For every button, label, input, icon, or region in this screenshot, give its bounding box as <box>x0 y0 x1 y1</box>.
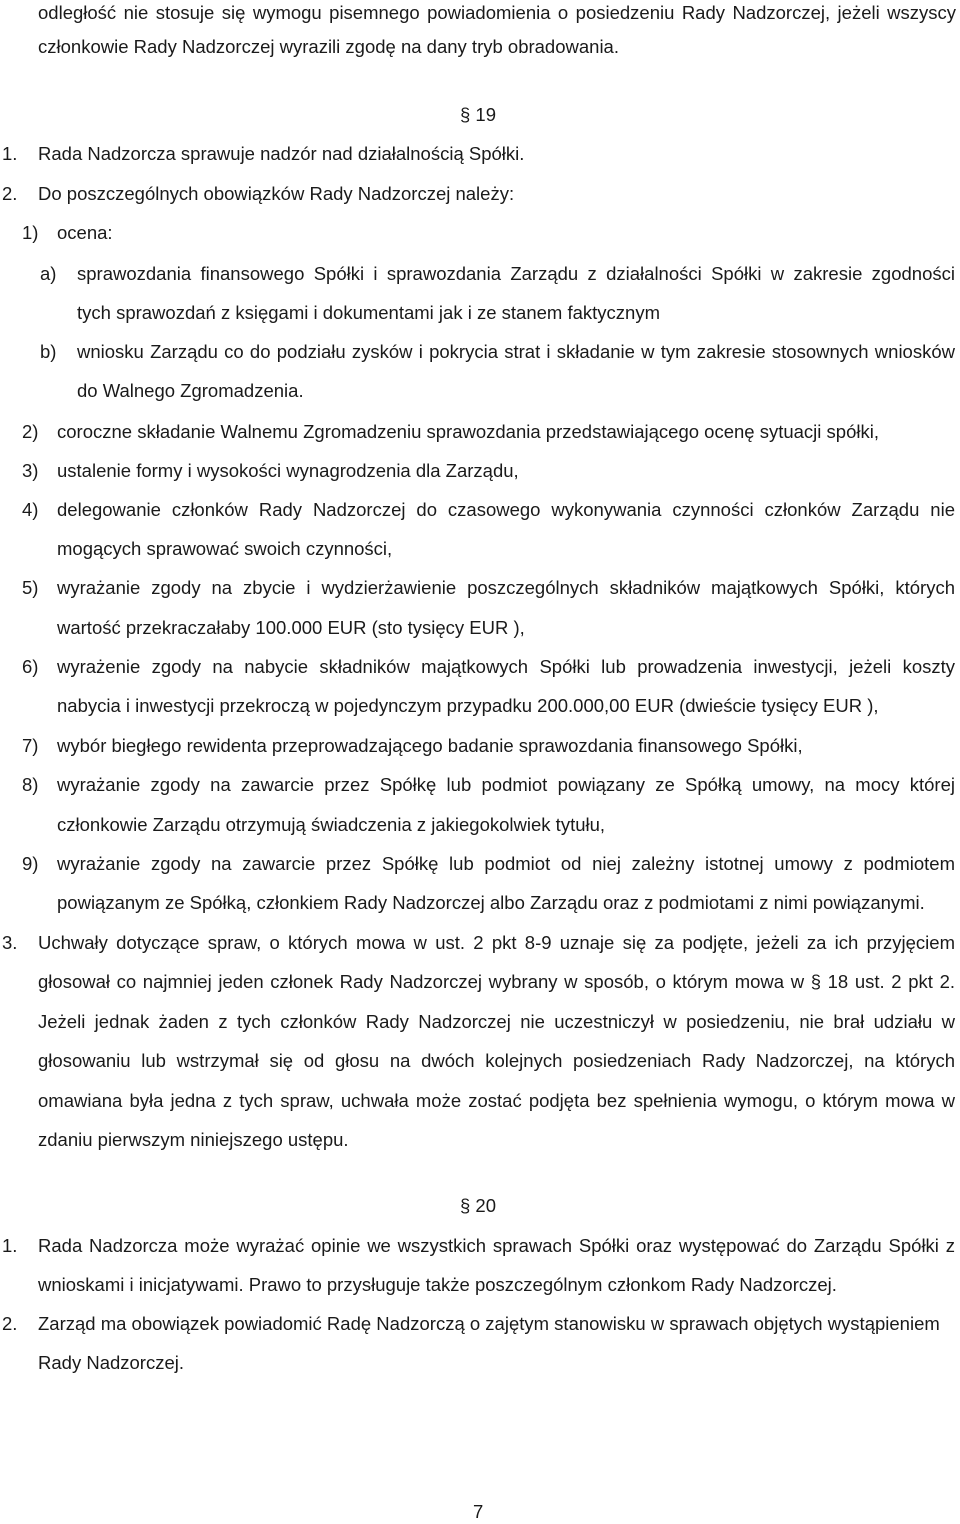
item-number: 4) <box>22 499 39 520</box>
paragraph-text: omawiana była jedna z tych spraw, uchwała może zostać podjęta bez spełnienia wymogu, o którym mowa w <box>38 1090 955 1111</box>
section-heading-20: § 20 <box>460 1195 497 1216</box>
paragraph-number: 1. <box>2 1235 18 1256</box>
item-text: wyrażanie zgody na zawarcie przez Spółkę lub podmiot od niej zależny istotnej umowy z podmiotem <box>57 853 955 874</box>
item-number: 3) <box>22 460 39 481</box>
paragraph-text: Uchwały dotyczące spraw, o których mowa w ust. 2 pkt 8-9 uznaje się za podjęte, jeżeli za ich przyjęciem <box>38 932 955 953</box>
item-number: 5) <box>22 577 39 598</box>
item-text: członkowie Zarządu otrzymują świadczenia z jakiegokolwiek tytułu, <box>57 814 606 835</box>
item-text: coroczne składanie Walnemu Zgromadzeniu sprawozdania przedstawiającego ocenę sytuacji spółki, <box>57 421 879 442</box>
paragraph-text: Rady Nadzorczej. <box>38 1352 185 1373</box>
item-text: wybór biegłego rewidenta przeprowadzającego badanie sprawozdania finansowego Spółki, <box>57 735 803 756</box>
item-text: nabycia i inwestycji przekroczą w pojedynczym przypadku 200.000,00 EUR (dwieście tysięcy EUR ), <box>57 695 879 716</box>
subitem-text: tych sprawozdań z księgami i dokumentami jak i ze stanem faktycznym <box>77 302 660 323</box>
item-number: 8) <box>22 774 39 795</box>
item-text: ocena: <box>57 222 113 243</box>
item-text: wyrażanie zgody na zawarcie przez Spółkę lub podmiot powiązany ze Spółką umowy, na mocy której <box>57 774 955 795</box>
item-text: wyrażenie zgody na nabycie składników majątkowych Spółki lub prowadzenia inwestycji, jeżeli koszty <box>57 656 955 677</box>
subitem-mark: a) <box>40 263 57 284</box>
section-heading-19: § 19 <box>460 104 497 125</box>
item-number: 7) <box>22 735 39 756</box>
paragraph-text: Zarząd ma obowiązek powiadomić Radę Nadzorczą o zajętym stanowisku w sprawach objętych wystąpieniem <box>38 1313 940 1334</box>
item-number: 9) <box>22 853 39 874</box>
continuation-line-1: odległość nie stosuje się wymogu pisemnego powiadomienia o posiedzeniu Rady Nadzorczej, jeżeli wszyscy <box>38 2 956 23</box>
item-number: 6) <box>22 656 39 677</box>
item-text: wyrażanie zgody na zbycie i wydzierżawienie poszczególnych składników majątkowych Spółki, których <box>57 577 955 598</box>
item-text: ustalenie formy i wysokości wynagrodzenia dla Zarządu, <box>57 460 519 481</box>
subitem-text: do Walnego Zgromadzenia. <box>77 380 304 401</box>
paragraph-text: głosował co najmniej jeden członek Rady Nadzorczej wybrany w sposób, o którym mowa w § 18 ust. 2 pkt 2. <box>38 971 955 992</box>
subitem-mark: b) <box>40 341 57 362</box>
item-text: delegowanie członków Rady Nadzorczej do czasowego wykonywania czynności członków Zarządu nie <box>57 499 955 520</box>
paragraph-number: 2. <box>2 1313 18 1334</box>
item-number: 2) <box>22 421 39 442</box>
paragraph-text: Rada Nadzorcza sprawuje nadzór nad działalnością Spółki. <box>38 143 525 164</box>
paragraph-text: zdaniu pierwszym niniejszego ustępu. <box>38 1129 349 1150</box>
item-text: mogących sprawować swoich czynności, <box>57 538 393 559</box>
subitem-text: sprawozdania finansowego Spółki i sprawozdania Zarządu z działalności Spółki w zakresie zgodności <box>77 263 955 284</box>
paragraph-text: Jeżeli jednak żaden z tych członków Rady Nadzorczej nie uczestniczył w posiedzeniu, nie brał udziału w <box>38 1011 955 1032</box>
subitem-text: wniosku Zarządu co do podziału zysków i pokrycia strat i składanie w tym zakresie stosownych wniosków <box>77 341 955 362</box>
paragraph-number: 1. <box>2 143 18 164</box>
continuation-line-2: członkowie Rady Nadzorczej wyrazili zgodę na dany tryb obradowania. <box>38 36 619 57</box>
paragraph-text: Do poszczególnych obowiązków Rady Nadzorczej należy: <box>38 183 515 204</box>
paragraph-text: wnioskami i inicjatywami. Prawo to przysługuje także poszczególnym członkom Rady Nadzorczej. <box>38 1274 837 1295</box>
paragraph-text: Rada Nadzorcza może wyrażać opinie we wszystkich sprawach Spółki oraz występować do Zarządu Spółki z <box>38 1235 955 1256</box>
item-number: 1) <box>22 222 39 243</box>
item-text: wartość przekraczałaby 100.000 EUR (sto tysięcy EUR ), <box>57 617 525 638</box>
paragraph-text: głosowaniu lub wstrzymał się od głosu na dwóch kolejnych posiedzeniach Rady Nadzorczej, na których <box>38 1050 955 1071</box>
page-number: 7 <box>473 1501 484 1522</box>
paragraph-number: 3. <box>2 932 18 953</box>
item-text: powiązanym ze Spółką, członkiem Rady Nadzorczej albo Zarządu oraz z podmiotami z nimi powiązanymi. <box>57 892 925 913</box>
paragraph-number: 2. <box>2 183 18 204</box>
